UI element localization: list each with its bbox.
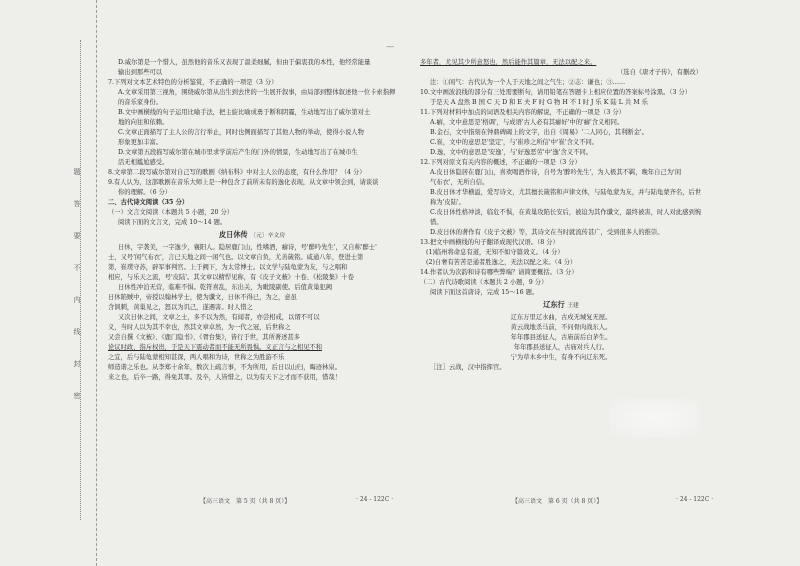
passage-line: 第，崔璞守苏，辟军事判官。上于阙下，为太常博士。以文学与陆龟蒙为友，与之唱和 <box>108 264 348 271</box>
poem-line: 年年郡县送征人，古庙对兵人行。 <box>513 344 609 351</box>
question-7: 7.下列对文本艺术特色的分析鉴赏，不正确的一项是（3 分） <box>108 79 278 86</box>
right-page-code: · 24 - 122C · <box>676 496 714 503</box>
passage-author: 〔元〕辛文房 <box>250 233 286 239</box>
passage-line: 多年者，尤见其少所意怒也，然后能作其篇章，无法以配之来。 <box>420 59 597 66</box>
question-13: 13.把文中画横线的句子翻译成现代汉语。（8 分） <box>420 239 559 246</box>
question-12: 12.下列对原文有关内容的概述，不正确的一项是（3 分） <box>420 159 581 166</box>
right-page-footer: 【高三语文 第 6 页（共 8 页）】 <box>512 498 603 505</box>
sub-question: (2)自奢有苦苦是通者胜逸之，无法以配之来。（4 分） <box>426 259 577 266</box>
passage-line: 日休陷贼中，帝授以翰林学士，使为谶文，日休不得已，为之，意虽 <box>108 294 297 301</box>
passage-line: 含讽刺，黄巢见之，怒以为讥己，遂遇害。时人惜之 <box>108 304 253 311</box>
binding-label: 内 <box>73 296 81 305</box>
question-11: 11.下列对材料中加点的词语及相关内容的解说，不正确的一项是（3 分） <box>420 109 625 116</box>
passage-line: 士，又号'闲气布衣'，言已天地之间一闲气也。以文章自负，尤善箴铭。咸通八年，登进士第 <box>108 254 364 261</box>
text-line: 你的理解。（6 分） <box>118 189 172 196</box>
passage-line: 又次日休之间，文章之士，多不以为然，有闻者，亦尝相戒，以谓不可以 <box>118 314 320 321</box>
option-a: A.皮日休隐居在鹿门山，喜欢喝酒作诗，自号为'醉吟先生'，为人极其不羁，晚年自己为'闲 <box>430 169 682 176</box>
text-line: D.威尔第是一个惜人，虽然他的音乐又表现了温柔细腻，但由于偏衷我的本性，他经常能量 <box>118 59 371 66</box>
poem-line: 黄云战地杀马前，不问骨肉战东人。 <box>510 324 612 331</box>
poem-author: 王建 <box>567 303 579 309</box>
sub-question: (1)临州将命息有道，无知不如守篇效义。（4 分） <box>426 249 564 256</box>
punctuation-options: 于是天 A 盘然 B 国 C 天 D 和 E 夫 F 时 G 物 H 不 I 时 J 乐 K 陆 L 共 M 乐 <box>430 99 648 106</box>
option-c: C.皮日休性格冲淡，临危不惧，在黄巢攻陷长安后，被迫为其作谶文，最终被害，时人对此感到惋惜。 <box>430 209 702 226</box>
poem-line: 辽东万里辽水曲，古戍无城复无屋。 <box>510 314 612 321</box>
option-a: A.文章采用第三视角，围绕威尔第从出生到去世的一生展开叙事，由局部到整体叙述他一位卡索指揮 <box>118 89 396 96</box>
passage-line: 来之也，后卒一路，得免其罪。及卒，人皆惜之，以为有天下之才而不获用，惜哉！ <box>108 374 341 381</box>
text-line: 活无相尴尬感受。 <box>118 159 169 166</box>
top-mark: — <box>386 42 394 51</box>
source-note: （选自《唐才子传》，有删改） <box>616 69 702 76</box>
text-line: 地的向往和依赖。 <box>118 119 169 126</box>
poem-title-row <box>420 300 702 311</box>
passage-line: 师造谐之乐也。从李郑十余年，数次上疏言事，不为所用，后日以山归，晦迹林泉。 <box>108 364 341 371</box>
passage-line: 日休，字袭美，一字逸少，襄阳人。隐居鹿门山，性嗜酒，癖诗，号'醉吟先生'，又自称'醉士' <box>118 244 377 251</box>
subsection-heading: （二）古代诗歌阅读（本题共 2 小题，9 分） <box>420 279 548 286</box>
binding-label: 要 <box>73 232 81 241</box>
subsection-heading: （一）文言文阅读（本题共 5 小题，20 分） <box>108 209 234 216</box>
text-line: 形象更加丰富。 <box>118 139 163 146</box>
question-9: 9.有人认为，这部歌剧在音乐大师上是一种包含了前所未有的逸化表现，从文章中领会到，请谈谈 <box>108 179 379 186</box>
passage-line: 之宜，后与陆龟蒙相知甚深，两人唱和为诗，世称之为胜游不乐 <box>108 354 285 361</box>
left-page-column <box>108 58 396 383</box>
binding-margin <box>0 0 97 566</box>
text-line: 输出到那些可以 <box>118 69 163 76</box>
left-page-code: · 24 - 122C · <box>356 496 394 503</box>
question-14: 14.作者认为次韵和诗有哪些弊端？请简要概括。（3 分） <box>420 269 578 276</box>
option-b: B.金石，文中指刻在钟鼎碑碣上的文字，出自《周易》'二人同心，其利断金'。 <box>430 129 648 136</box>
poem-title: 辽东行 <box>543 300 565 309</box>
watermark-stamp <box>610 398 700 438</box>
option-b: B.文中画横线的句子运用比喻手法，把主旋比喻成勇于断和阴霾，生动地写出了威尔第对土 <box>118 109 371 116</box>
passage-line: 义，当时人以为其不幸也，然其文章卓然，为一代之冠，后世称之 <box>108 324 291 331</box>
question-10: 10.文中画波浪线的部分有三处需要断句，请用铅笔在答题卡上相应位置的答案标号涂黑。（3 分） <box>420 89 692 96</box>
poem-note: ［注］云战，汉中指挥官。 <box>430 364 506 371</box>
binding-label: 不 <box>73 264 81 273</box>
instruction: 阅读下面这首唐诗，完成 15～16 题。 <box>430 289 539 296</box>
text-line: 气布衣'，无所自信。 <box>430 179 489 186</box>
binding-label: 线 <box>73 328 81 337</box>
section-heading: 二、古代诗文阅读（35 分） <box>108 199 189 206</box>
binding-label: 密 <box>73 392 81 401</box>
annotation: 注：①闲气：古代认为一个人于天地之间之气生；②志：谦也；③…… <box>430 79 626 86</box>
passage-line: 相应，与乐天之流，号'皮陆'。其文章以精悍见称，有《皮子文薮》十卷、《松陵集》十卷 <box>108 274 354 281</box>
passage-line-underlined: 论议时政，指斥权贵，于是天下震动者而不能无所畏惧。义正言与之相见不和 <box>108 344 323 351</box>
text-line: 的音乐家身份。 <box>118 99 163 106</box>
poem-line: 宁为草木乡中生，有身不向辽东死。 <box>510 354 612 361</box>
passage-line: 日休性冲泊无营，临难不惧。乾符喜乱，东出关，为毗陵副使。后值黄巢犯阙 <box>118 284 333 291</box>
binding-label: 答 <box>73 200 81 209</box>
poem-line: 年年郡县送征人，古庙前后白茅生。 <box>510 334 612 341</box>
option-d: D.逸，文中的意思是'安逸'，与'好逸恶劳'中'逸'含义不同。 <box>430 149 593 156</box>
passage-title: 皮日休传 〔元〕辛文房 <box>218 230 286 239</box>
option-d: D.皮日休的著作有《皮子文薮》等，其诗文在当时就流传甚广，受到很多人的推崇。 <box>430 229 664 236</box>
binding-label: 题 <box>73 168 81 177</box>
right-page-column <box>420 58 702 373</box>
binding-label: 封 <box>73 360 81 369</box>
question-8: 8.文章第二段写威尔第对自己写的歌剧《纳布科》中对主人公的态度，有什么作用？（4 分） <box>108 169 366 176</box>
option-c: C.文章正面描写了主人公的言行举止，同时也侧面描写了其他人物的举动，使得小说人物 <box>118 129 364 136</box>
option-d: D.文章第五段描写威尔第在城市里求学前后产生的门外的情景，生动地写出了在城市生 <box>118 149 358 156</box>
passage-line: 又尝自撰《文薮》、《鹿门隐书》、《胥台集》，皆行于世，其所著述甚多 <box>108 334 301 341</box>
option-a: A.癖，文中意思是'格调'，与成语'古人必有其癖好'中的'癖'含义相同。 <box>430 119 624 126</box>
instruction: 阅读下面的文言文，完成 10～14 题。 <box>118 219 227 226</box>
binding-dotted-line <box>80 40 81 520</box>
left-page-footer: 【高三语文 第 5 页（共 8 页）】 <box>200 498 291 505</box>
option-c: C.崔，文中的意思是'坚定'，与'崔珍之所信'中'崔'含义不同。 <box>430 139 599 146</box>
option-b: B.皮日休才华横溢，爱写诗文，尤其擅长箴铭和声律文体，与陆龟蒙为友，并与陆龟蒙齐名，后世称为'皮陆'。 <box>430 189 702 206</box>
